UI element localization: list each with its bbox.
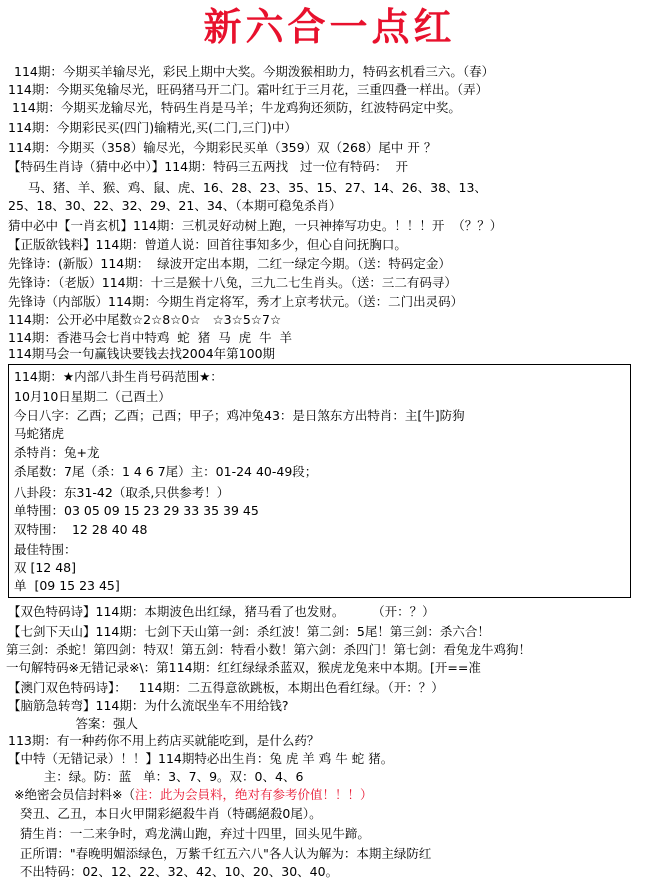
text-line: 114期：今期买（358）输尽光，今期彩民买单（359）双（268）尾中 开 ？ — [8, 140, 437, 155]
text-line: 先锋诗：（老版）114期：十三是猴十八兔，三九二七生肖头。（送：三二有码寻） — [8, 275, 457, 290]
text-line: 【中特（无错记录）！！】114期特必出生肖：兔 虎 羊 鸡 牛 蛇 猪。 — [8, 751, 394, 766]
text-line: 第三剑：杀蛇！第四剑：特双！第五剑：特看小数！第六剑：杀四门！第七剑：看兔龙牛鸡狗！ — [6, 642, 532, 657]
text-line: 114期：今期买兔输尽光，旺码猪马开二门。霜叶红于三月花，三重四叠一样出。（弄） — [8, 82, 489, 97]
text-line: 【双色特码诗】114期：本期波色出红绿，猪马看了也发财。 （开：？） — [8, 604, 435, 619]
member-note: 注：此为会員料，绝对有参考价值！！！） — [134, 787, 373, 802]
box-line: 单 [09 15 23 45] — [14, 578, 120, 593]
text-line: 【特码生肖诗（猜中必中）】114期：特码三五两找 过一位有特码： 开 — [8, 159, 408, 174]
box-line: 八卦段：东31-42（取杀,只供参考！） — [14, 485, 230, 500]
box-line: 杀尾数：7尾（杀：1 4 6 7尾）主：01-24 40-49段； — [14, 464, 318, 479]
box-line: 双 [12 48] — [14, 560, 77, 575]
text-line: 先锋诗：(新版）114期： 绿波开定出本期，二红一绿定今期。（送：特码定金） — [8, 256, 451, 271]
text-line: 114期：今期买龙输尽光，特码生肖是马羊；牛龙鸡狗还须防，红波特码定中奖。 — [12, 100, 461, 115]
box-line: 10月10日星期二（己酉土） — [14, 389, 171, 404]
text-line: 猜生肖：一二来争时，鸡龙满山跑，弃过十四里，回头见牛蹄。 — [8, 826, 370, 841]
text-line: 【七剑下天山】114期：七剑下天山第一剑：杀红波！第二剑：5尾！第三剑：杀六合！ — [8, 624, 490, 639]
text-line: 【澳门双色特码诗】： 114期：二五得意欲跳板，本期出色看红绿。（开：？） — [8, 680, 444, 695]
text-line: 马、猪、羊、猴、鸡、鼠、虎、16、28、23、35、15、27、14、26、38、13、 — [8, 180, 487, 195]
text-line: 一句解特码※无错记录※\：第114期：红红绿绿杀蓝双，猴虎龙兔来中本期。[开==准 — [6, 660, 481, 675]
page-title: 新六合一点红 — [203, 4, 456, 49]
text-line: 正所谓："春晚明媚添绿色，万紫千红五六八"各人认为解为：本期主绿防红 — [8, 846, 432, 861]
text-line: 25、18、30、22、32、29、21、34、（本期可稳兔杀肖） — [8, 198, 342, 213]
text-line: 答案：强人 — [8, 716, 139, 731]
text-line: 【正版欲钱料】114期：曾道人说：回首往事知多少，但心自问抚胸口。 — [8, 237, 407, 252]
text-line — [14, 786, 372, 804]
box-line: 114期：★内部八卦生肖号码范围★： — [14, 369, 223, 384]
text-line: 114期马会一句赢钱诀要钱去找2004年第100期 — [8, 346, 276, 361]
box-line: 今日八字：乙酉；乙酉；己酉；甲子；鸡冲兔43：是日煞东方出特肖：主[牛]防狗 — [14, 408, 465, 423]
text-line: 主：绿。防：蓝 单：3、7、9。双：0、4、6 — [8, 769, 304, 784]
text-line: 癸丑、乙丑，本日火甲開彩絕殺牛肖（特碼絕殺0尾）。 — [8, 806, 322, 821]
box-line: 双特围： 12 28 40 48 — [14, 522, 148, 537]
box-line: 杀特肖：兔+龙 — [14, 445, 100, 460]
text-line: 114期：香港马会七肖中特鸡 蛇 猪 马 虎 牛 羊 — [8, 330, 293, 345]
text-line: 114期：公开必中尾数☆2☆8☆0☆ ☆3☆5☆7☆ — [8, 312, 282, 327]
box-line: 最佳特围： — [14, 542, 77, 557]
text-line: 114期：今期彩民买(四门)输精光,买(二门,三门)中） — [8, 120, 297, 135]
text-line: 【脑筋急转弯】114期：为什么流氓坐车不用给钱? — [8, 698, 289, 713]
text-line: 不出特码：02、12、22、32、42、10、20、30、40。 — [8, 864, 339, 879]
member-label: ※绝密会员信封料※（ — [14, 787, 135, 802]
box-line: 马蛇猪虎 — [14, 426, 65, 441]
text-line: 113期：有一种药你不用上药店买就能吃到，是什么药？ — [8, 733, 320, 748]
box-line: 单特围：03 05 09 15 23 29 33 35 39 45 — [14, 503, 259, 518]
text-line: 猜中必中【一肖玄机】114期：三机灵好动树上跑，一只神捧写功史。！！！开 （？？） — [8, 218, 503, 233]
text-line: 114期：今期买羊输尽光，彩民上期中大奖。今期泼猴相助力，特码玄机看三六。（春） — [14, 64, 495, 79]
text-line: 先锋诗（内部版）114期：今期生肖定将军，秀才上京考状元。（送：二门出灵码） — [8, 294, 464, 309]
